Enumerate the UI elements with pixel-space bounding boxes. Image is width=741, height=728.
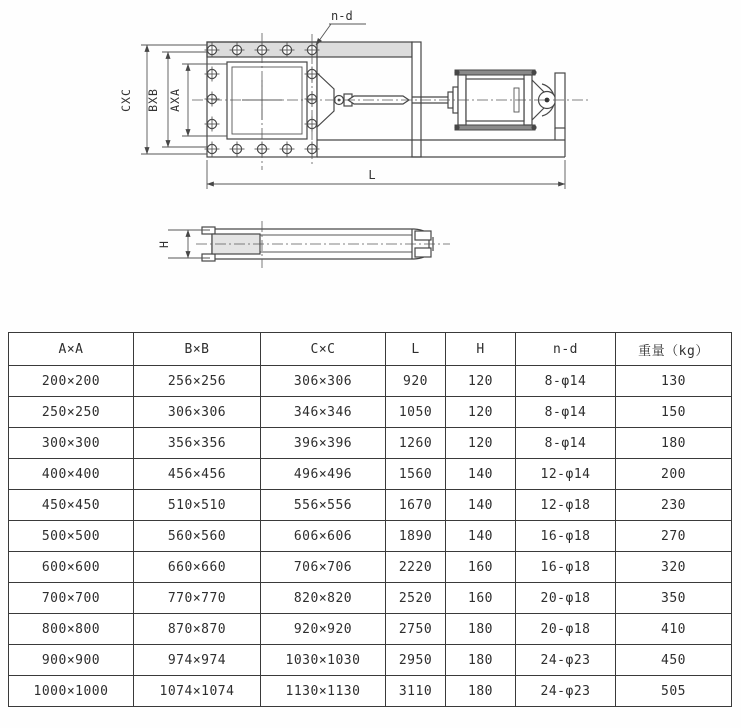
table-cell: 500×500 (9, 521, 134, 552)
table-cell: 12-φ14 (516, 459, 616, 490)
top-view (119, 9, 588, 189)
table-cell: 300×300 (9, 428, 134, 459)
table-cell: 920×920 (261, 614, 386, 645)
table-cell: 120 (446, 397, 516, 428)
table-cell: 900×900 (9, 645, 134, 676)
table-cell: 1130×1130 (261, 676, 386, 707)
table-cell: 8-φ14 (516, 397, 616, 428)
dimension-table (8, 332, 732, 707)
table-cell: 3110 (386, 676, 446, 707)
table-cell: 250×250 (9, 397, 134, 428)
table-cell: 1260 (386, 428, 446, 459)
table-row (9, 614, 732, 645)
table-cell: 8-φ14 (516, 428, 616, 459)
table-cell: 24-φ23 (516, 676, 616, 707)
column-header: H (446, 333, 516, 366)
table-row (9, 428, 732, 459)
table-row (9, 552, 732, 583)
table-cell: 1560 (386, 459, 446, 490)
table-cell: 320 (616, 552, 732, 583)
column-header: n-d (516, 333, 616, 366)
table-cell: 24-φ23 (516, 645, 616, 676)
table-row (9, 645, 732, 676)
table-cell: 1670 (386, 490, 446, 521)
table-cell: 1074×1074 (134, 676, 261, 707)
table-cell: 606×606 (261, 521, 386, 552)
table-cell: 2950 (386, 645, 446, 676)
table-row (9, 397, 732, 428)
table-cell: 974×974 (134, 645, 261, 676)
table-cell: 1890 (386, 521, 446, 552)
table-cell: 120 (446, 366, 516, 397)
column-header: C×C (261, 333, 386, 366)
table-cell: 2520 (386, 583, 446, 614)
flange-opening (227, 62, 307, 139)
table-cell: 820×820 (261, 583, 386, 614)
table-cell: 16-φ18 (516, 552, 616, 583)
table-cell: 180 (446, 676, 516, 707)
table-cell: 400×400 (9, 459, 134, 490)
table-header-row (9, 333, 732, 366)
table-cell: 160 (446, 583, 516, 614)
table-cell: 700×700 (9, 583, 134, 614)
side-view (157, 221, 450, 268)
table-cell: 20-φ18 (516, 583, 616, 614)
callout-label-n-d: n-d (331, 9, 353, 23)
callout-n-d (316, 9, 366, 45)
table-cell: 180 (446, 614, 516, 645)
table-row (9, 676, 732, 707)
table-cell: 140 (446, 459, 516, 490)
table-cell: 230 (616, 490, 732, 521)
table-cell: 456×456 (134, 459, 261, 490)
table-cell: 160 (446, 552, 516, 583)
column-header: B×B (134, 333, 261, 366)
table-cell: 706×706 (261, 552, 386, 583)
table-cell: 306×306 (134, 397, 261, 428)
table-cell: 256×256 (134, 366, 261, 397)
dimension-cxc (119, 45, 207, 154)
table-cell: 130 (616, 366, 732, 397)
table-cell: 1050 (386, 397, 446, 428)
table-row (9, 459, 732, 490)
table-cell: 2750 (386, 614, 446, 645)
table-cell: 200×200 (9, 366, 134, 397)
table-cell: 770×770 (134, 583, 261, 614)
table-cell: 800×800 (9, 614, 134, 645)
table-cell: 8-φ14 (516, 366, 616, 397)
dim-label-l: L (368, 168, 376, 182)
table-cell: 505 (616, 676, 732, 707)
dim-label-h: H (157, 240, 171, 248)
table-cell: 200 (616, 459, 732, 490)
table-cell: 140 (446, 490, 516, 521)
table-cell: 660×660 (134, 552, 261, 583)
table-cell: 510×510 (134, 490, 261, 521)
table-cell: 2220 (386, 552, 446, 583)
table-cell: 450 (616, 645, 732, 676)
table-cell: 410 (616, 614, 732, 645)
table-row (9, 583, 732, 614)
table-cell: 450×450 (9, 490, 134, 521)
column-header: L (386, 333, 446, 366)
dim-label-cxc: CXC (119, 88, 133, 112)
table-cell: 556×556 (261, 490, 386, 521)
table-cell: 560×560 (134, 521, 261, 552)
table-cell: 870×870 (134, 614, 261, 645)
table-cell: 1030×1030 (261, 645, 386, 676)
column-header: 重量（kg） (616, 333, 732, 366)
table-cell: 16-φ18 (516, 521, 616, 552)
table-cell: 600×600 (9, 552, 134, 583)
table-cell: 180 (446, 645, 516, 676)
table-cell: 150 (616, 397, 732, 428)
table-cell: 306×306 (261, 366, 386, 397)
table-row (9, 521, 732, 552)
table-cell: 396×396 (261, 428, 386, 459)
table-cell: 180 (616, 428, 732, 459)
table-cell: 120 (446, 428, 516, 459)
table-cell: 270 (616, 521, 732, 552)
table-cell: 1000×1000 (9, 676, 134, 707)
column-header: A×A (9, 333, 134, 366)
bell-coupling (532, 73, 565, 140)
table-cell: 346×346 (261, 397, 386, 428)
table-cell: 920 (386, 366, 446, 397)
table-cell: 20-φ18 (516, 614, 616, 645)
dim-label-bxb: BXB (146, 88, 160, 112)
table-cell: 12-φ18 (516, 490, 616, 521)
table-cell: 496×496 (261, 459, 386, 490)
gate-valve-technical-drawing (0, 0, 741, 310)
table-cell: 350 (616, 583, 732, 614)
dimension-l (207, 160, 565, 189)
table-row (9, 490, 732, 521)
table-row (9, 366, 732, 397)
table-cell: 140 (446, 521, 516, 552)
dim-label-axa: AXA (168, 88, 182, 112)
table-cell: 356×356 (134, 428, 261, 459)
